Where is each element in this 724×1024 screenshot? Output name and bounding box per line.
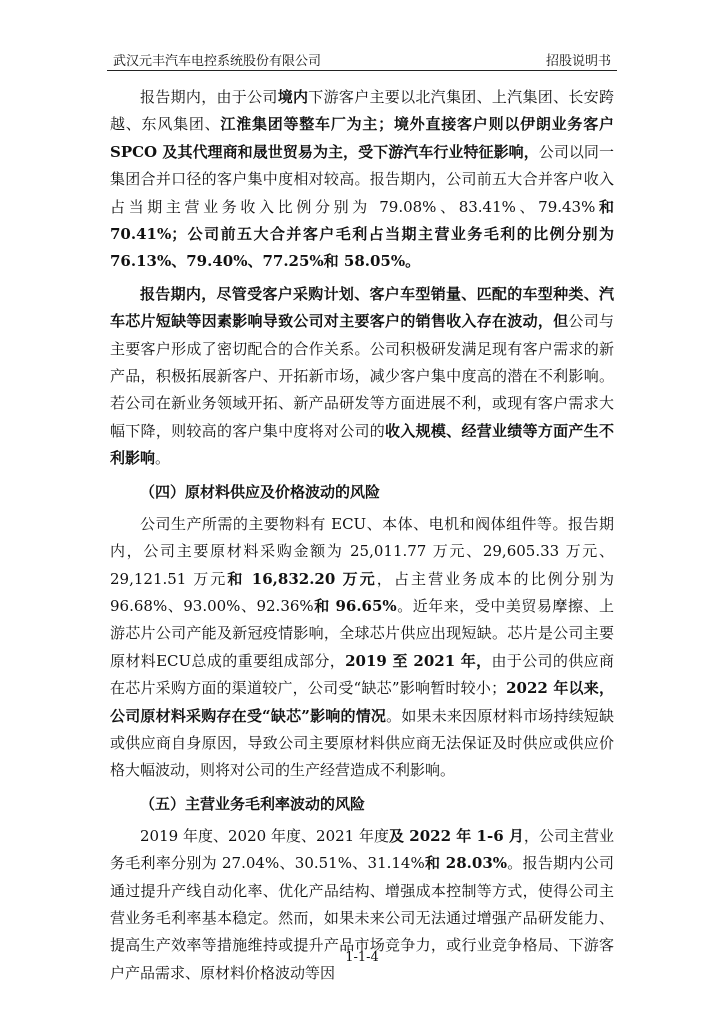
paragraph-customer-concentration [110,84,614,276]
bold-span: 报告期内，尽管受客户采购计划、客户车型销量、匹配的车型种类、汽车芯片短缺等因素影响导致公司对主要客户的销售收入存在波动，但 [110,284,614,331]
text-span: 。报告期内公司通过提升产线自动化率、优化产品结构、增强成本控制等方式，使得公司主营业务毛利率基本稳定。然而，如果未来公司无法通过增强产品研发能力、提高生产效率等措施维持或提升产品市场竞争力，或行业竞争格局、下游客户产品需求、原材料价格波动等因 [110,854,614,982]
text-span: 公司生产所需的主要物料有 ECU、本体、电机和阀体组件等。报告期内，公司主要原材料采购金额为 25,011.77 万元、29,605.33 万元、29,121.51 万元 [110,514,614,588]
bold-span: 和 28.03% [424,854,508,873]
text-span: 下游客户主要以北汽集团、上汽集团、长安跨越、东风集团、 [110,88,614,134]
document-body [110,84,614,987]
header-company-name: 武汉元丰汽车电控系统股份有限公司 [113,54,322,69]
section-heading-raw-materials: （四）原材料供应及价格波动的风险 [140,482,381,501]
bold-span: 及 2022 年 1-6 月 [389,826,524,845]
text-span: 公司以同一集团合并口径的客户集中度相对较高。报告期内，公司前五大合并客户收入占当期主营业务收入比例分别为 79.08%、83.41%、79.43% [110,142,614,216]
bold-span: 江淮集团等整车厂为主；境外直接客户则以伊朗业务客户 SPCO 及其代理商和晟世贸易为主，受下游汽车行业特征影响， [110,115,614,161]
bold-span: 和 16,832.20 万元 [227,569,377,588]
text-span: 报告期内，由于公司 [140,88,278,106]
text-span: 2019 年度、2020 年度、2021 年度 [140,826,390,845]
page-header [107,48,617,71]
bold-span: 2019 至 2021 年， [345,651,492,670]
text-span: 由于公司的供应商在芯片采购方面的渠道较广，公司受“缺芯”影响暂时较小； [110,651,614,698]
header-document-type: 招股说明书 [545,54,611,69]
section-heading-gross-margin: （五）主营业务毛利率波动的风险 [140,794,366,813]
bold-span: 2022 年以来，公司原材料采购存在受“缺芯”影响的情况 [110,679,614,725]
bold-span: 和 96.65% [313,596,397,615]
text-span: 。如果未来因原材料市场持续短缺或供应商自身原因，导致公司主要原材料供应商无法保证及时供应或供应价格大幅波动，则将对公司的生产经营造成不利影响。 [110,706,614,780]
text-span: ，公司主营业务毛利率分别为 27.04%、30.51%、31.14% [110,826,614,873]
text-span: 。 [155,449,171,468]
bold-span: 和 70.41%；公司前五大合并客户毛利占当期主营业务毛利的比例分别为 76.13%、79.40%、77.25%和 58.05%。 [110,197,614,271]
text-span: 公司与主要客户形成了密切配合的合作关系。公司积极研发满足现有客户需求的新产品，积极拓展新客户、开拓新市场，减少客户集中度高的潜在不利影响。若公司在新业务领域开拓、新产品研发等方面进展不利，或现有客户需求大幅下降，则较高的客户集中度将对公司的 [110,312,614,440]
bold-span: 收入规模、经营业绩等方面产生不利影响 [110,421,614,468]
page-number: 1-1-4 [345,950,379,965]
paragraph-raw-materials [110,511,614,785]
text-span: ，占主营业务成本的比例分别为 96.68%、93.00%、92.36% [110,569,614,615]
paragraph-customer-relationship [110,281,614,473]
text-span: 。近年来，受中美贸易摩擦、上游芯片公司产能及新冠疫情影响，全球芯片供应出现短缺。芯片是公司主要原材料ECU总成的重要组成部分， [110,596,614,670]
bold-span: 境内 [277,88,309,106]
